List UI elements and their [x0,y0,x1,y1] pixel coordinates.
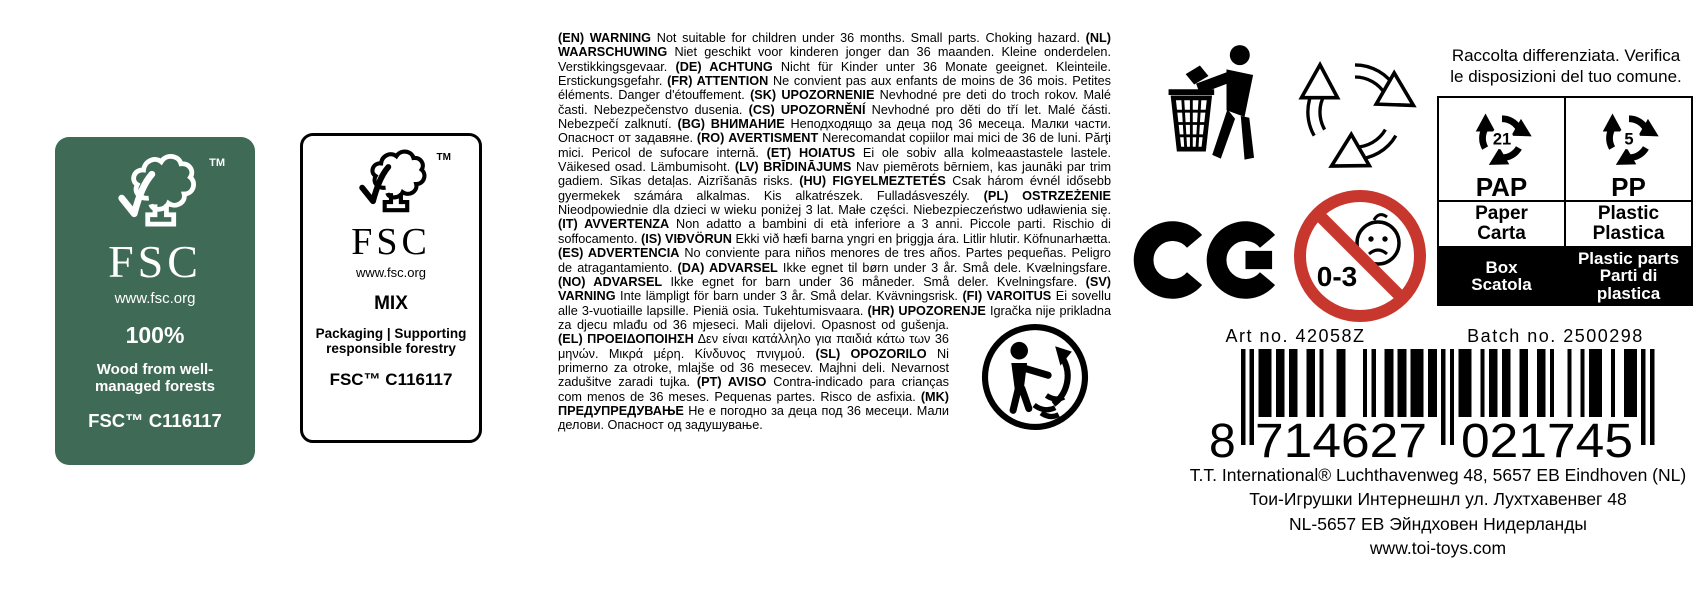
recycling-loop-icon [1283,38,1427,182]
svg-text:8: 8 [1209,415,1236,461]
raccolta-note: Raccolta differenziata. Verifica le disposizioni del tuo comune. [1450,46,1682,86]
svg-text:5: 5 [1623,129,1634,148]
pp5-symbol-cell [1565,97,1692,201]
fsc-wordmark: FSC [108,236,202,287]
fsc-mix-label [300,133,482,443]
pp5-recycle-icon [1589,100,1669,172]
trademark-superscript: TM [436,152,451,163]
ce-mark-icon [1133,203,1285,317]
svg-text:0-3: 0-3 [1316,261,1358,292]
fsc-url: www.fsc.org [355,265,427,280]
address-line-3: NL-5657 EB Эйндховен Нидерланды [1289,513,1587,534]
pap-abbr: PAP [1475,171,1528,202]
pap21-symbol-cell [1438,97,1565,201]
material-codes-table [1437,96,1693,306]
batch-number: Batch no. 2500298 [1467,326,1644,346]
multilingual-warning-text [558,31,1111,551]
box-part-cell: Box Scatola [1438,247,1565,305]
ean13-barcode [1205,349,1667,461]
trademark-superscript: TM [209,157,225,169]
fsc-wordmark: FSC [351,221,431,263]
plastic-name-cell: Plastic Plastica [1565,201,1692,247]
fsc-url: www.fsc.org [114,290,196,307]
manufacturer-address [1160,463,1700,561]
fsc-tree-checkmark-icon [346,147,436,223]
fsc-license-code: FSC™ C116117 [88,410,222,431]
fsc-100-label [55,137,255,465]
age-warning-0-3-icon [1290,186,1430,326]
triman-recycling-icon [959,320,1111,436]
website-url: www.toi-toys.com [1369,538,1507,559]
svg-text:714627: 714627 [1255,415,1427,461]
tidy-man-icon [1160,42,1274,186]
fsc-grade-100: 100% [125,322,185,348]
article-number: Art no. 42058Z [1225,326,1366,346]
fsc-tree-checkmark-icon [103,151,207,239]
fsc-grade-mix: MIX [374,293,408,314]
pap21-recycle-icon [1462,100,1542,172]
warning-text-part1: (EN) WARNING Not suitable for children under 36 months. Small parts. Choking hazard. (NL) WAARSCHUWING Niet geschikt voor kinderen jonger dan 36 maanden. Kleine onderdelen. Verstikkingsgevaar. (DE) ACHTUNG Nicht für Kinder unter 36 Monate geeignet. Kleinteile. Erstickungsgefahr. (FR) ATTENTION Ne convient pas aux enfants de moins de 36 mois. Petites éléments. Danger d'étouffement. (SK) UPOZORNENIE Nevhodné pre deti do troch rokov. Malé časti. Nebezpečenstvo dusenia. (CS) UPOZORNĚNÍ Nevhodné pro děti do tří let. Malé části. Nebezpečí zalknutí. (BG) ВНИМАНИЕ Неподходящо за деца под 36 месеца. Малки части. Опасност от задавяне. (RO) AVERTISMENT Nerecomandat copiilor mai mici de 36 de luni. Părţi mici. Pericol de sufocare internă. (ET) HOIATUS Ei ole sobiv alla kolmeaastastele lastele. Väikesed osad. Lämbumisoht. (LV) BRĪDINĀJUMS Nav piemērots bērniem, kas jaunāki par trim gadiem. Sīkas detaļas. Aizrīšanās risks. (HU) FIGYELMEZTETÉS Csak három évnél idősebb gyermekek számára alkalmas. Kis alkatrészek. Fulladásveszély. (PL) OSTRZEŻENIE Nieodpowiednie dla dzieci w wieku poniżej 3 lat. Małe części. Niebezpieczeństwo udławienia się. (IT) AVVERTENZA Non adatto a bambini di età inferiore a 3 anni. Piccole parti. Rischio di soffocamento. (IS) VIÐVÖRUN Ekki við hæfi barna yngri en þriggja ára. Litlir hlutir. Köfnunarhætta. (ES) ADVERTENCIA No conviente para niños menores de tres años. Partes pequeñas. Peligro de atragantamiento. (DA) ADVARSEL Ikke egnet til børn under 3 år. Små dele. Kvælningsfare. (NO) ADVARSEL Ikke egnet for barn under 36 måneder. Små deler. Kvelningsfare. (SV) VARNING Inte lämpligt för barn under 3 år. Små delar. Kvävningsrisk. (FI) VAROITUS Ei sovellu alle 3-vuotiaille lapsille. Pieniä osia. Tukehtumisvaara. (HR) UPOZORENJE Igračka nije prikladna za djecu mlađu od 36 mjeseci. Mali dijelovi. Opasnost od gušenja. [558,31,1112,332]
paper-name-cell: Paper Carta [1438,201,1565,247]
svg-text:21: 21 [1492,129,1511,148]
svg-text:021745: 021745 [1461,415,1633,461]
warning-text-part2: (EL) ΠΡΟΕΙΔΟΠΟΙΗΣΗ Δεν είναι κατάλληλο για παιδιά κάτω των 36 μηνών. Μικρά μέρη. Κίνδυνος πνιγμού. (SL) OPOZORILO Ni primerno za otroke, mlajše od 36 mesecev. Majhni deli. Nevarnost zadušitve zaradi tujka. (PT) AVISO Contra-indicado para crianças com menos de 36 meses. Pequenas partes. Risco de asfixia. (MK) ПРЕДУПРЕДУВАЊЕ Не е погодно за деца под 36 месеци. Мали делови. Опасност од задушување. [558,332,949,433]
address-line-1: T.T. International® Luchthavenweg 48, 5657 EB Eindhoven (NL) [1189,465,1687,485]
fsc-license-code: FSC™ C116117 [329,370,453,389]
address-line-2: Тои-Игрушки Интернешнл ул. Лухтхавенвег 48 [1249,489,1627,510]
plastic-part-cell: Plastic parts Parti di plastica [1565,247,1692,305]
fsc-claim-text: Wood from well- managed forests [94,361,216,395]
pp-abbr: PP [1611,171,1646,202]
fsc-claim-text: Packaging | Supporting responsible forestry [315,326,467,356]
